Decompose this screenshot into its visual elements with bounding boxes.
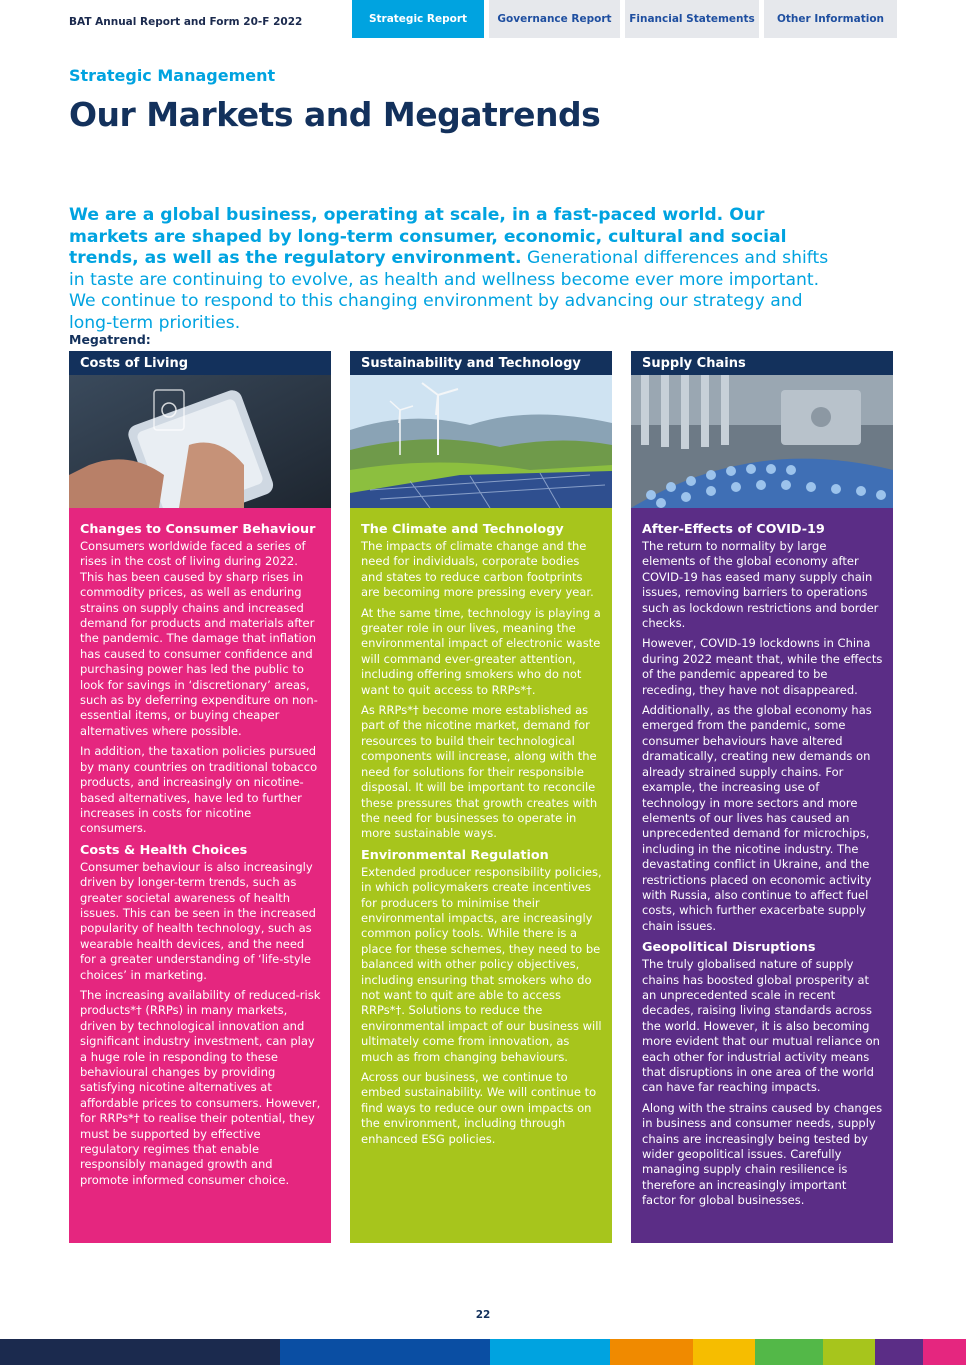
- hand-holding-phone-photo: [69, 375, 331, 508]
- column-paragraph: Additionally, as the global economy has emerged from the pandemic, some consumer behaviours have altered dramatically, creating new demands on already strained supply chains. For example, the increasing use of technology in more sectors and more elements of our lives has caused an unprecedented demand for microchips, including in the nicotine industry. The devastating conflict in Ukraine, and the restrictions placed on economic activity with Russia, also continue to affect fuel costs, which further exacerbate supply chain issues.: [642, 703, 872, 933]
- column-paragraph: The return to normality by large elements of the global economy after COVID-19 has eased many supply chain issues, removing barriers to operations such as lockdown restrictions and border checks.: [642, 539, 879, 631]
- section-label: Strategic Management: [69, 66, 276, 85]
- column-paragraph: Consumers worldwide faced a series of rises in the cost of living during 2022. This has been caused by sharp rises in commodity prices, as well as enduring strains on supply chains and increased demand for products and materials after the pandemic. The damage that inflation has caused to consumer confidence and purchasing power has led the public to look for savings in ‘discretionary’ areas, such as by deferring expenditure on non-essential items, or buying cheaper alternatives where possible.: [80, 539, 318, 738]
- column-paragraph: The impacts of climate change and the need for individuals, corporate bodies and states to reduce carbon footprints are becoming more pressing every year.: [361, 539, 594, 600]
- color-bar-segment: [0, 1339, 280, 1365]
- intro-regular: Generational differences and shifts in taste are continuing to evolve, as health and wellness become ever more important. We continue to respond to this changing environment by advancing our strategy and long-term priorities.: [69, 248, 829, 333]
- page-number: 22: [475, 1309, 491, 1321]
- page-title: Our Markets and Megatrends: [69, 95, 601, 134]
- column-paragraph: As RRPs*† become more established as part of the nicotine market, demand for resources to build their technological components will increase, along with the need for solutions for their responsible disposal. It will be important to reconcile these pressures that growth creates with the need for businesses to operate in more sustainable ways.: [361, 703, 598, 841]
- document-title: BAT Annual Report and Form 20-F 2022: [69, 16, 303, 28]
- column-header: Costs of Living: [69, 351, 331, 375]
- column-header: Supply Chains: [631, 351, 893, 375]
- megatrend-column-sustainability: [350, 351, 612, 1243]
- color-bar-segment: [755, 1339, 823, 1365]
- column-paragraph: Consumer behaviour is also increasingly driven by longer-term trends, such as greater societal awareness of health issues. This can be seen in the increased popularity of health technology, such as wearable health devices, and the need for a greater understanding of ‘life-style choices’ in marketing.: [80, 859, 316, 982]
- column-paragraph: The increasing availability of reduced-risk products*† (RRPs) in many markets, driven by technological innovation and significant industry investment, can play a huge role in responding to these behavioural changes by providing satisfying nicotine alternatives at affordable prices to consumers. However, for RRPs*† to realise their potential, they must be supported by effective regulatory regimes that enable responsibly managed growth and promote informed consumer choice.: [80, 987, 321, 1187]
- column-heading: Environmental Regulation: [361, 847, 549, 863]
- tab-strategic-report[interactable]: Strategic Report: [352, 0, 484, 38]
- color-bar-segment: [610, 1339, 693, 1365]
- color-bar-segment: [823, 1339, 875, 1365]
- column-paragraph: The truly globalised nature of supply chains has boosted global prosperity at an unprecedented scale in recent decades, raising living standards across the world. However, it is also becoming more evident that our mutual reliance on each other for industrial activity means that disruptions in one area of the world can have far reaching impacts.: [642, 957, 880, 1095]
- column-heading: After-Effects of COVID-19: [642, 522, 825, 537]
- megatrend-column-costs: [69, 351, 331, 1243]
- tab-other-information[interactable]: Other Information: [764, 0, 897, 38]
- column-heading: Geopolitical Disruptions: [642, 940, 816, 956]
- column-paragraph: Across our business, we continue to embed sustainability. We will continue to find ways to reduce our own impacts on the environment, including through enhanced ESG policies.: [361, 1070, 597, 1146]
- color-bar-segment: [875, 1339, 923, 1365]
- column-body: [350, 508, 612, 1243]
- column-heading: The Climate and Technology: [361, 522, 564, 537]
- column-paragraph: In addition, the taxation policies pursued by many countries on traditional tobacco products, and increasingly on nicotine-based alternatives, have led to further increases in costs for nicotine consumers.: [80, 744, 318, 836]
- megatrend-label: Megatrend:: [69, 332, 151, 347]
- footer-color-bar: [0, 1339, 966, 1365]
- column-heading: Changes to Consumer Behaviour: [80, 522, 316, 537]
- intro-bold: We are a global business, operating at scale, in a fast-paced world. Our markets are shaped by long-term consumer, economic, cultural and social trends, as well as the regulatory environment.: [69, 205, 787, 268]
- color-bar-segment: [280, 1339, 490, 1365]
- column-paragraph: Along with the strains caused by changes in business and consumer needs, supply chains are increasingly being tested by wider geopolitical issues. Carefully managing supply chain resilience is therefore an increasingly important factor for global businesses.: [642, 1100, 883, 1208]
- production-line-capsules-photo: [631, 375, 893, 508]
- tab-governance-report[interactable]: Governance Report: [489, 0, 620, 38]
- color-bar-segment: [490, 1339, 610, 1365]
- column-paragraph: Extended producer responsibility policies, in which policymakers create incentives for producers to minimise their environmental impacts, are increasingly common policy tools. While there is a place for these schemes, they need to be balanced with other policy objectives, including ensuring that smokers who do not want to quit are able to access RRPs*†. Solutions to reduce the environmental impact of our business will ultimately come from innovation, as much as from changing behaviours.: [361, 864, 602, 1064]
- column-paragraph: At the same time, technology is playing a greater role in our lives, meaning the environmental impact of electronic waste will command ever-greater attention, including offering smokers who do not want to quit access to RRPs*†.: [361, 605, 601, 697]
- column-header: Sustainability and Technology: [350, 351, 612, 375]
- color-bar-segment: [923, 1339, 966, 1365]
- column-body: [631, 508, 893, 1243]
- section-tabs: [352, 0, 897, 38]
- column-heading: Costs & Health Choices: [80, 842, 248, 858]
- column-paragraph: However, COVID-19 lockdowns in China during 2022 meant that, while the effects of the pandemic appeared to be receding, they have not disappeared.: [642, 636, 883, 697]
- wind-turbines-solar-panels-photo: [350, 375, 612, 508]
- tab-financial-statements[interactable]: Financial Statements: [625, 0, 759, 38]
- intro-paragraph: [69, 205, 839, 334]
- megatrend-column-supply-chains: [631, 351, 893, 1243]
- color-bar-segment: [693, 1339, 755, 1365]
- column-body: [69, 508, 331, 1243]
